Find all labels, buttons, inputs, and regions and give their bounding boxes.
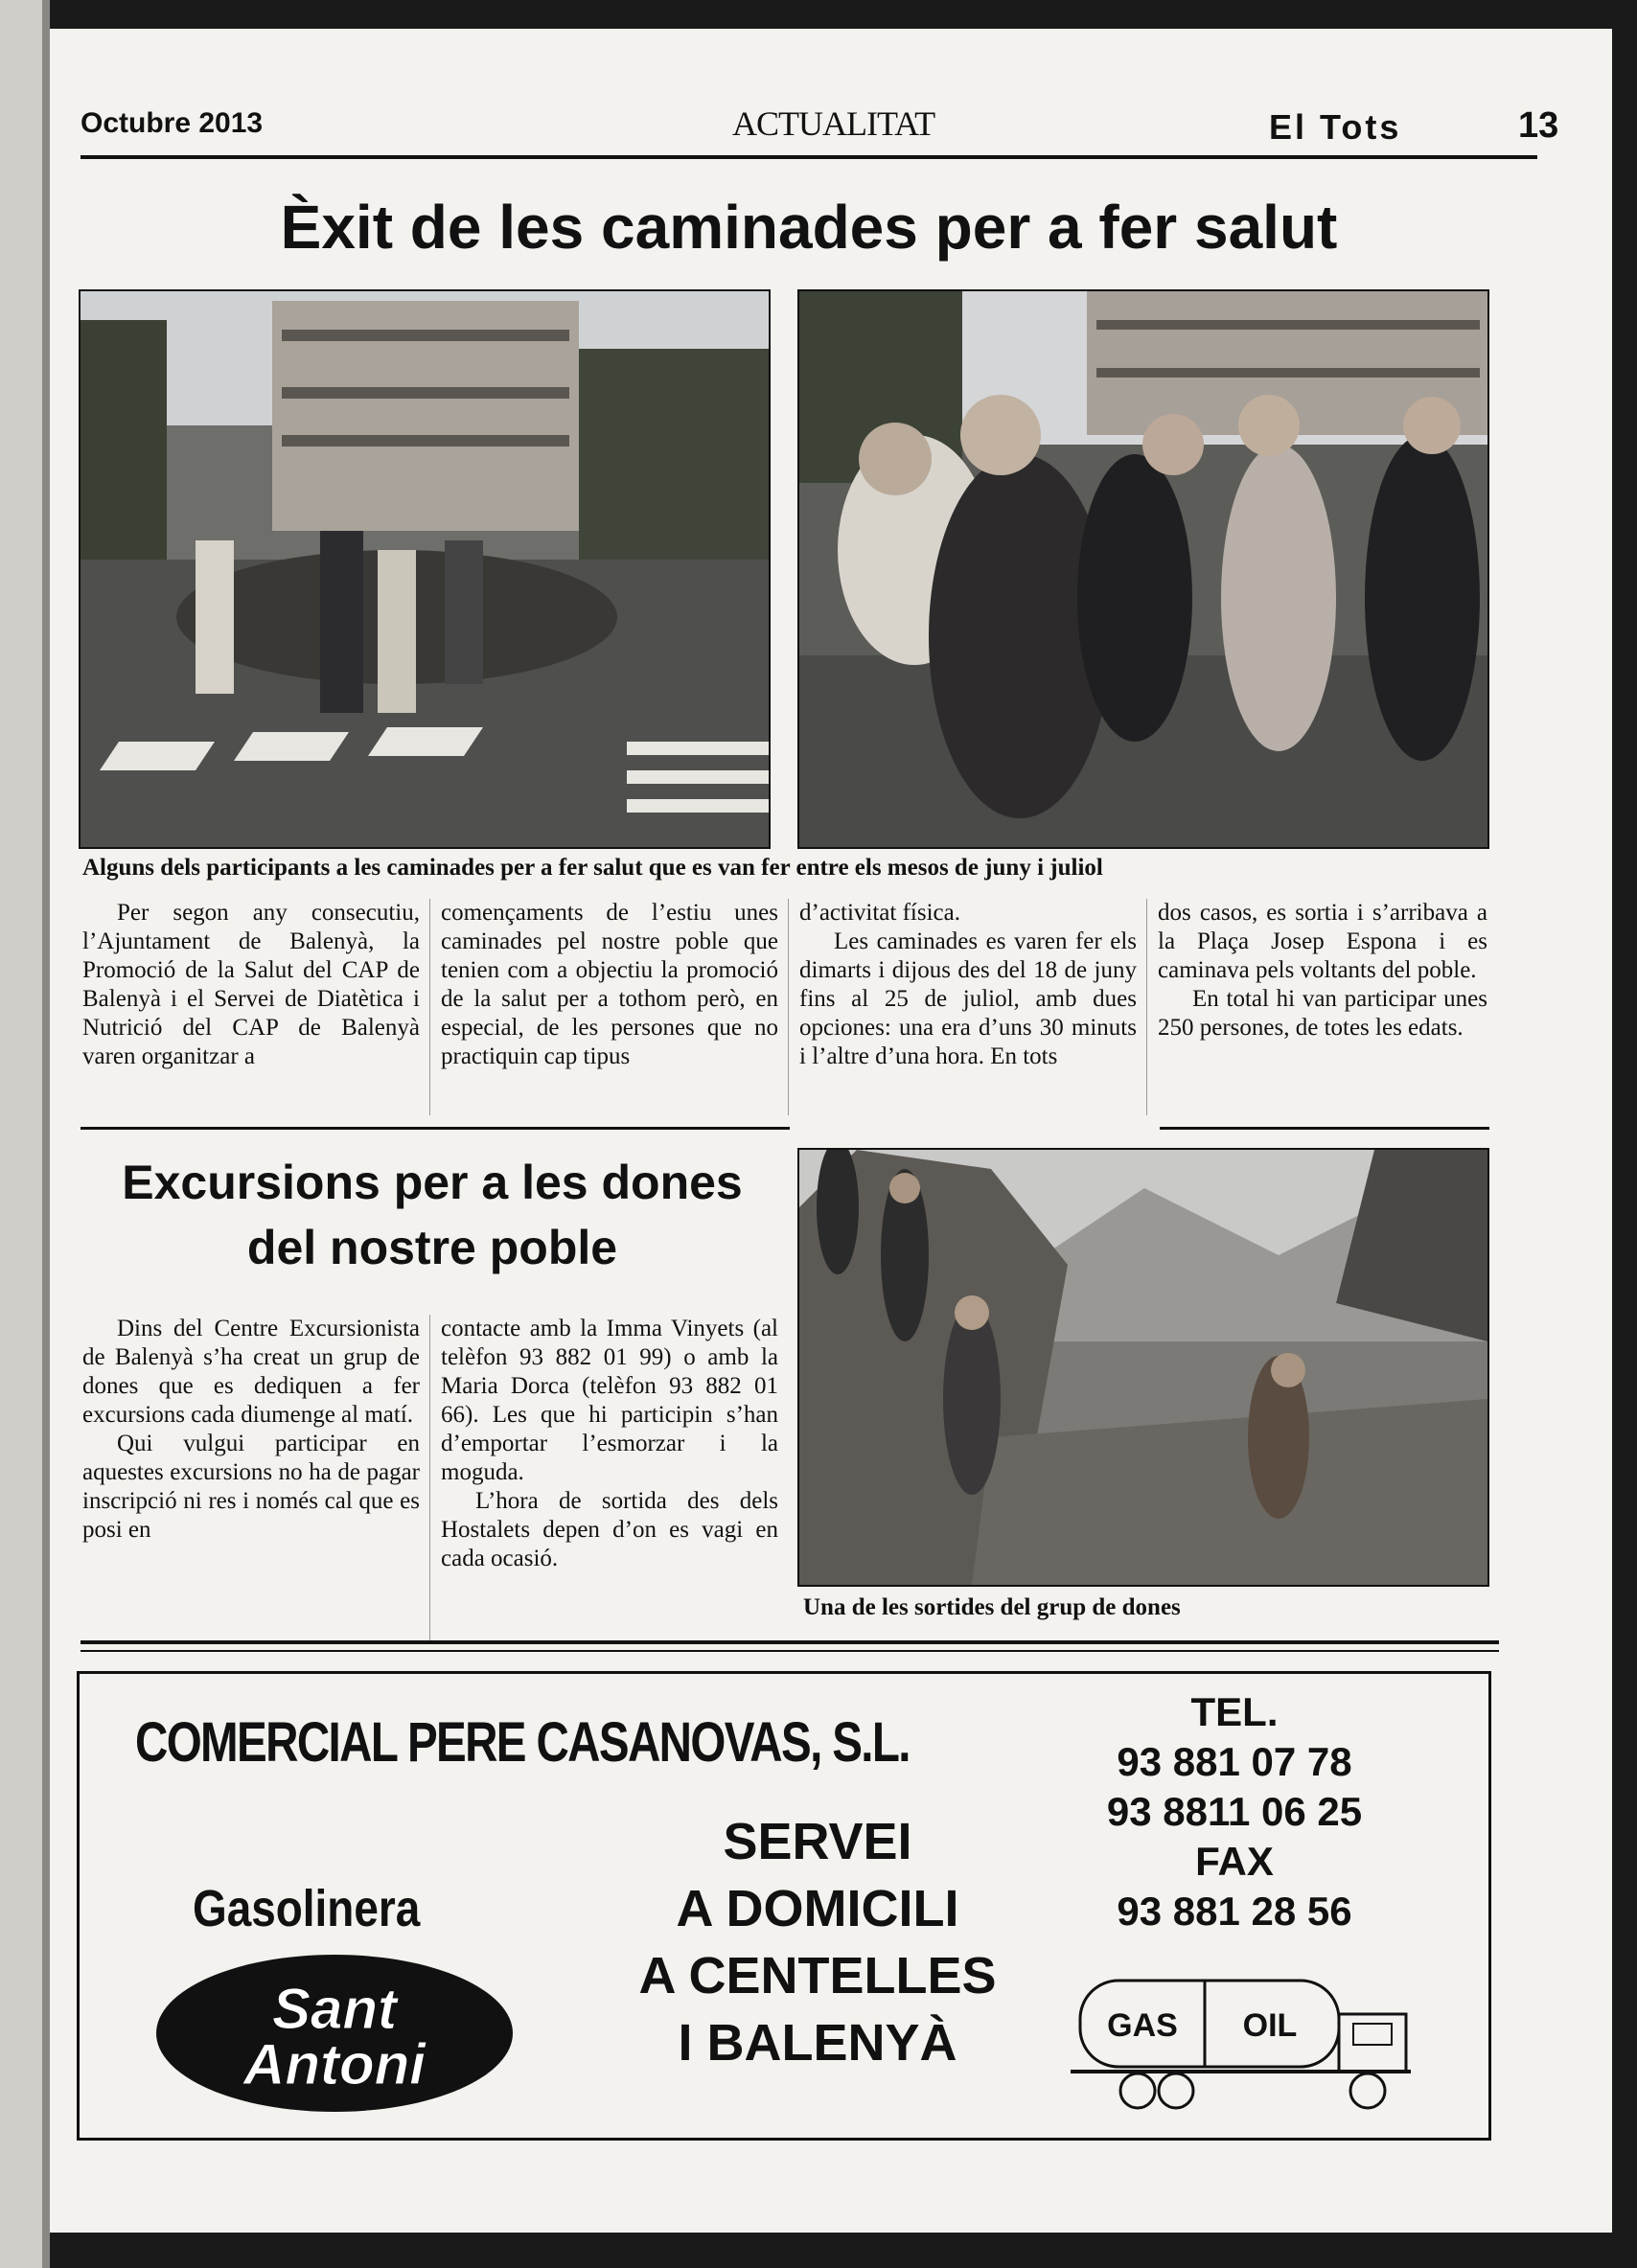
article1-column-2 xyxy=(441,899,778,1071)
header-publication: El Tots xyxy=(1269,107,1402,147)
section-rule xyxy=(81,1127,790,1130)
ad-separator-rule xyxy=(81,1650,1499,1652)
page-header xyxy=(81,80,1559,147)
service-line: A CENTELLES xyxy=(638,1947,997,2005)
tanker-truck-icon xyxy=(1061,1961,1425,2124)
logo-text-line1: Sant xyxy=(271,1977,398,2041)
fax-number: 93 881 28 56 xyxy=(1117,1889,1352,1934)
photo-walkers-crosswalk xyxy=(79,289,771,849)
paragraph: dos casos, es sortia i s’arribava a la Plaça Josep Espona i es caminava pels voltants del poble. xyxy=(1158,900,1487,983)
phone-number: 93 881 07 78 xyxy=(1117,1739,1352,1784)
photo-caption-hikers: Una de les sortides del grup de dones xyxy=(803,1594,1181,1620)
column-divider xyxy=(429,1315,430,1640)
ad-gas-station-label: Gasolinera xyxy=(193,1880,421,1937)
paragraph: contacte amb la Imma Vinyets (al telèfon 93 882 01 99) o amb la Maria Dorca (telèfon 93 882 01 66). Les que hi participin s’han d’emportar l’esmorzar i la moguda. xyxy=(441,1316,778,1485)
logo-text-line2: Antoni xyxy=(243,2032,426,2096)
article1-column-4 xyxy=(1158,899,1487,1042)
phone-number: 93 8811 06 25 xyxy=(1106,1789,1363,1834)
paragraph: Les caminades es varen fer els dimarts i dijous des del 18 de juny fins al 25 de juliol, amb dues opciones: una era d’uns 30 minuts i l’altre d’una hora. En tots xyxy=(799,928,1137,1069)
sant-antoni-oval-logo-icon xyxy=(152,1952,517,2115)
column-divider xyxy=(788,899,789,1115)
article2-column-1 xyxy=(82,1315,420,1545)
ad-company-name: COMERCIAL PERE CASANOVAS, S.L. xyxy=(135,1711,910,1774)
paragraph: d’activitat física. xyxy=(799,900,960,926)
photo-hikers-mountain xyxy=(797,1148,1489,1587)
advertisement-box xyxy=(77,1671,1491,2141)
title-line: Excursions per a les dones xyxy=(122,1156,743,1209)
article-title-excursions xyxy=(82,1150,782,1280)
header-rule xyxy=(81,155,1537,159)
service-line: I BALENYÀ xyxy=(678,2014,957,2072)
article-title-walks: Èxit de les caminades per a fer salut xyxy=(280,193,1338,262)
photo-walkers-closeup xyxy=(797,289,1489,849)
tel-label: TEL. xyxy=(1190,1689,1279,1734)
paragraph: Per segon any consecutiu, l’Ajuntament de Balenyà, la Promoció de la Salut del CAP de Balenyà i el Servei de Diatètica i Nutrició del CAP de Balenyà varen organitzar a xyxy=(82,900,420,1069)
fax-label: FAX xyxy=(1195,1839,1274,1884)
paragraph: Qui vulgui participar en aquestes excursions no ha de pagar inscripció ni res i només cal que es posi en xyxy=(82,1431,420,1543)
paragraph: L’hora de sortida des dels Hostalets depen d’on es vagi en cada ocasió. xyxy=(441,1488,778,1571)
paragraph: En total hi van participar unes 250 persones, de totes les edats. xyxy=(1158,986,1487,1041)
ad-contact-block xyxy=(1076,1687,1393,1936)
truck-label-gas: GAS xyxy=(1107,2007,1178,2044)
service-line: A DOMICILI xyxy=(676,1880,959,1937)
ad-service-text xyxy=(549,1808,1086,2076)
header-section: ACTUALITAT xyxy=(732,104,935,143)
article2-column-2 xyxy=(441,1315,778,1573)
title-line: del nostre poble xyxy=(246,1221,618,1274)
spine-shadow xyxy=(42,0,50,2268)
column-divider xyxy=(429,899,430,1115)
service-line: SERVEI xyxy=(723,1813,912,1870)
column-divider xyxy=(1146,899,1147,1115)
paragraph: Dins del Centre Excursionista de Balenyà s’ha creat un grup de dones que es dediquen a fer excursions cada diumenge al matí. xyxy=(82,1316,420,1428)
truck-label-oil: OIL xyxy=(1242,2007,1298,2044)
paragraph: començaments de l’estiu unes caminades pel nostre poble que tenien com a objectiu la promoció de la salut per a tothom però, en especial, de les persones que no practiquin cap tipus xyxy=(441,900,778,1069)
photo-caption-walks: Alguns dels participants a les caminades per a fer salut que es van fer entre els mesos de juny i juliol xyxy=(82,855,1103,881)
ad-separator-rule xyxy=(81,1640,1499,1644)
section-rule xyxy=(1160,1127,1489,1130)
page-number: 13 xyxy=(1518,105,1559,146)
article1-column-3 xyxy=(799,899,1137,1071)
article1-column-1 xyxy=(82,899,420,1071)
header-date: Octubre 2013 xyxy=(81,107,264,139)
